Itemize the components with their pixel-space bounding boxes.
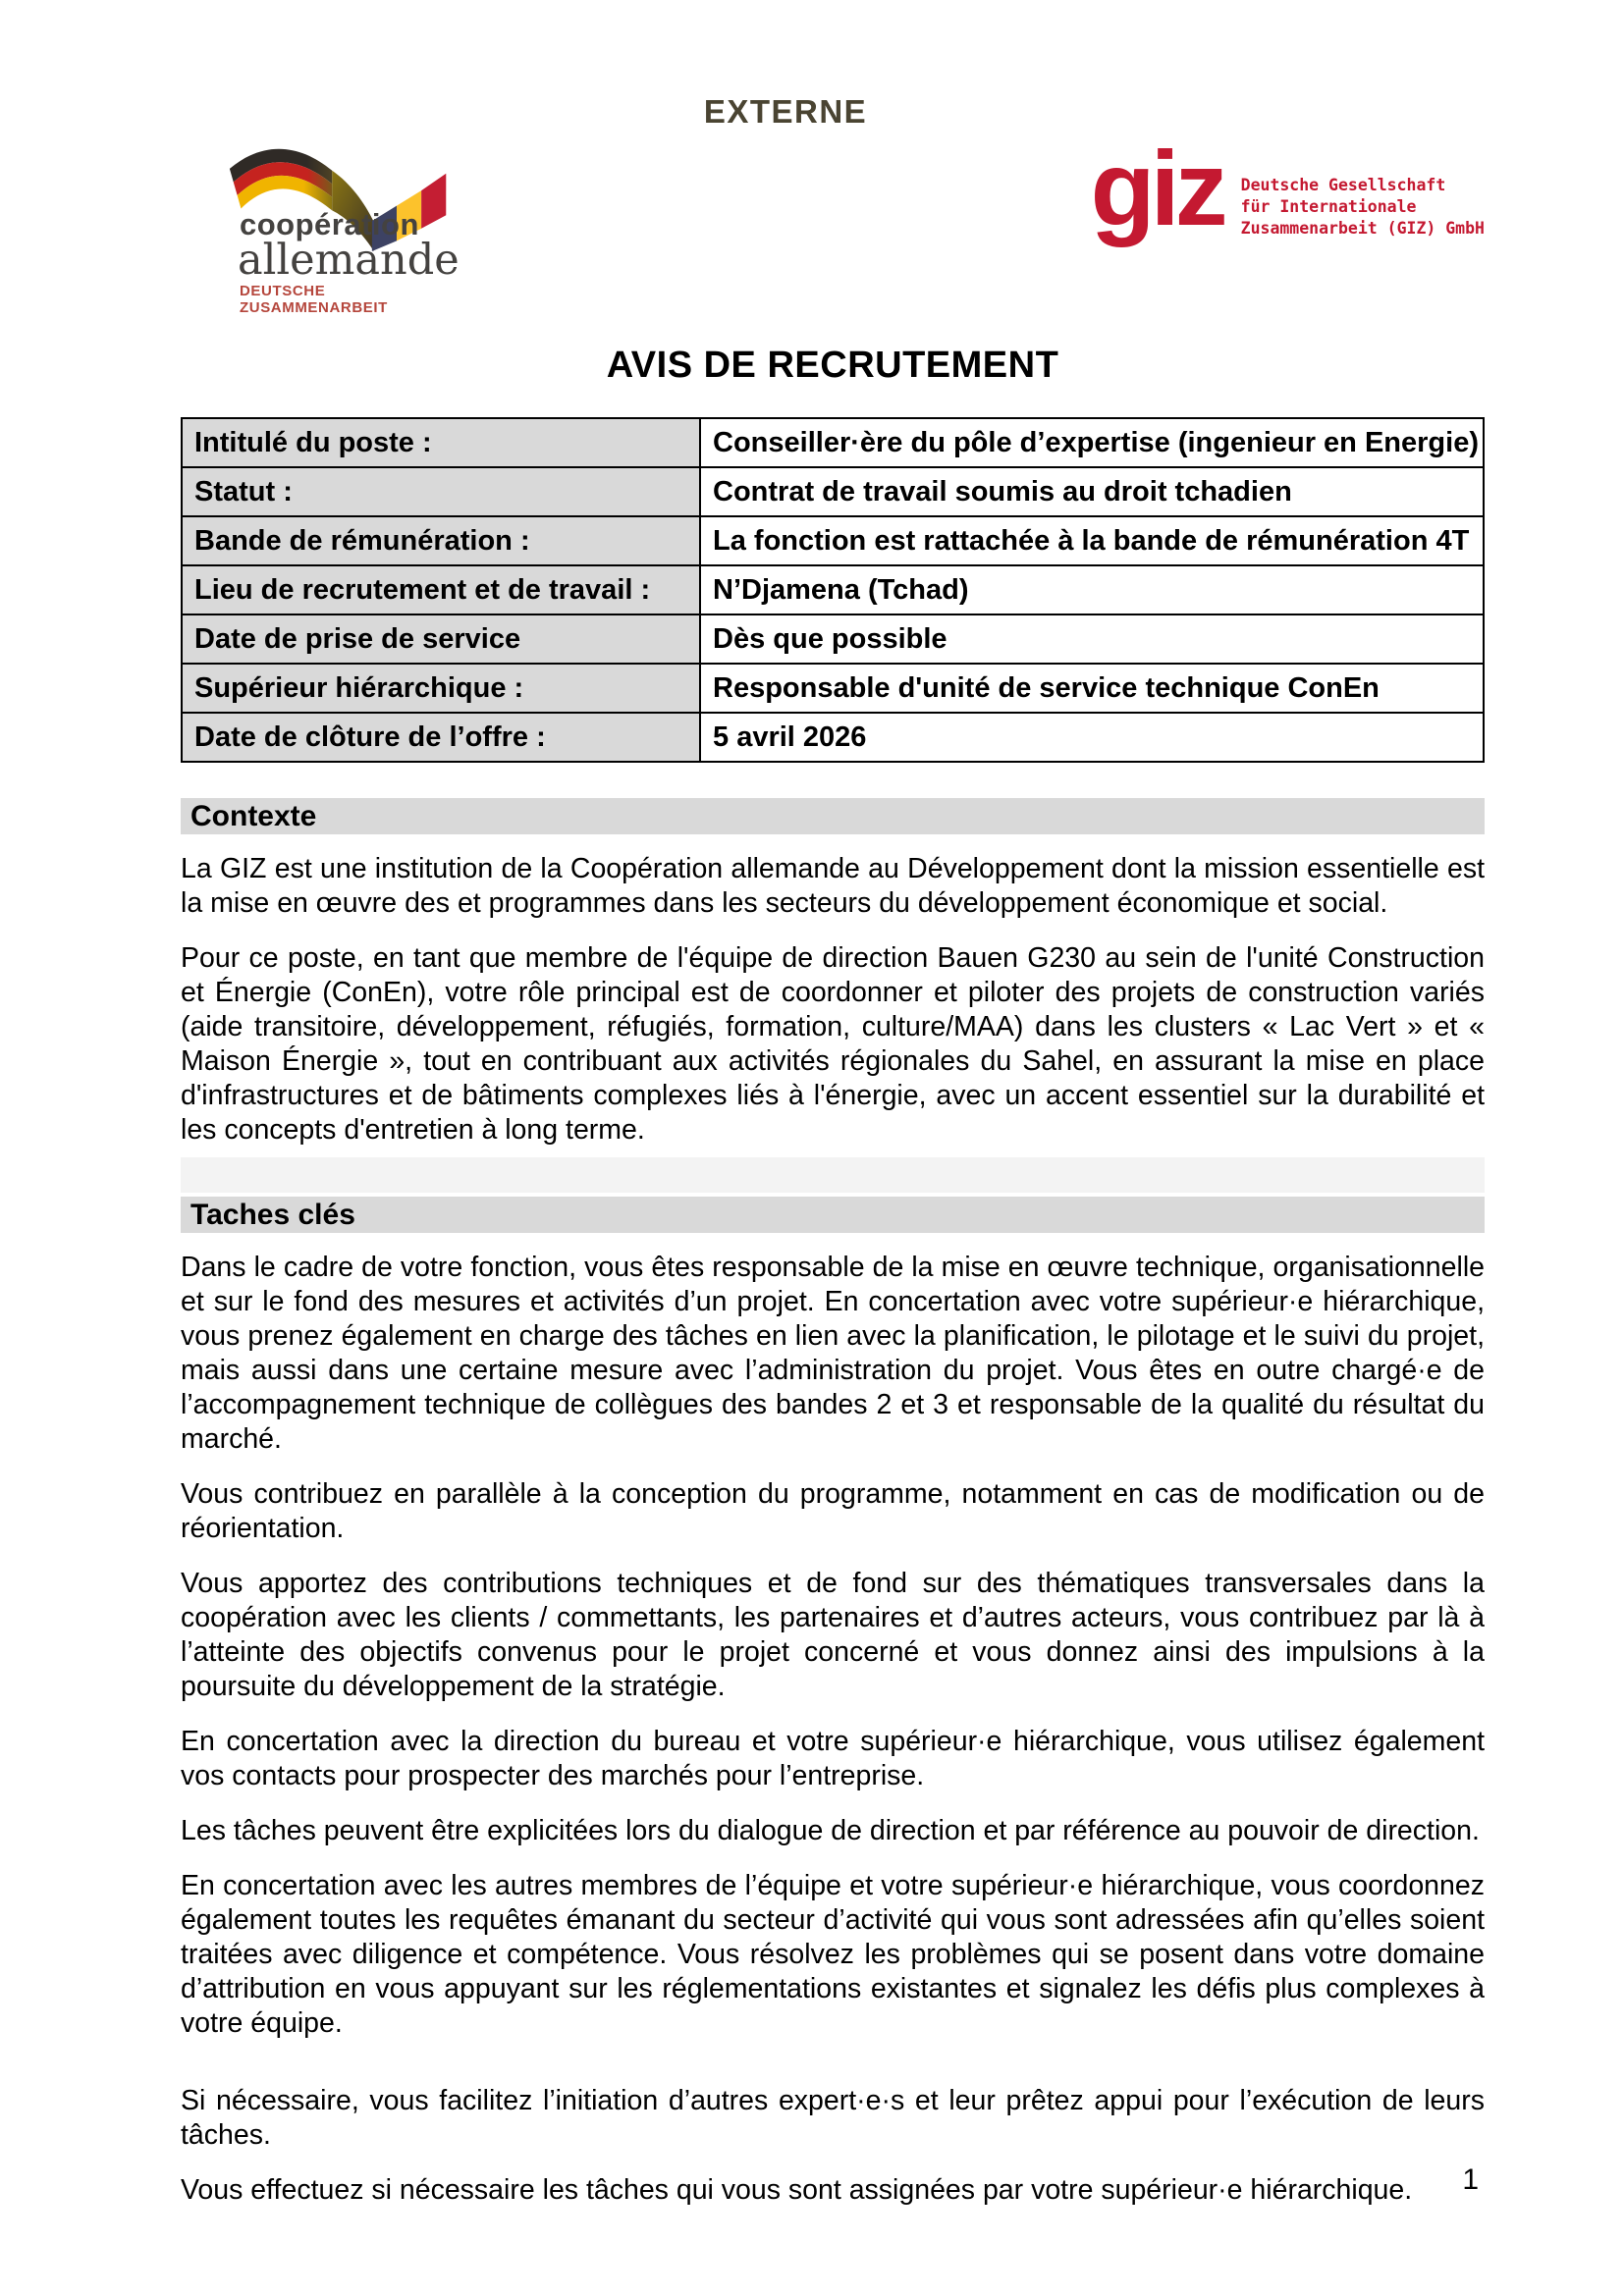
paragraph: En concertation avec la direction du bureau et votre supérieur·e hiérarchique, vous utilisez également vos contacts pour prospecter des marchés pour l’entreprise. bbox=[181, 1726, 1485, 1791]
paragraph: La GIZ est une institution de la Coopération allemande au Développement dont la mission essentielle est la mise en œuvre des et programmes dans les secteurs du développement économique et social. bbox=[181, 853, 1485, 919]
giz-claim-line: Deutsche Gesellschaft bbox=[1240, 176, 1446, 194]
row-label: Lieu de recrutement et de travail : bbox=[182, 565, 700, 614]
giz-wordmark: giz bbox=[1090, 129, 1223, 247]
german-flag-stripes bbox=[230, 149, 332, 211]
cooperation-allemande-logo bbox=[226, 136, 466, 316]
deutsche-zusammenarbeit-text: DEUTSCHE ZUSAMMENARBEIT bbox=[240, 283, 388, 316]
page-title: AVIS DE RECRUTEMENT bbox=[606, 345, 1059, 386]
giz-claim-line: für Internationale bbox=[1240, 197, 1417, 216]
row-label: Date de prise de service bbox=[182, 614, 700, 664]
row-value: 5 avril 2026 bbox=[700, 713, 1484, 762]
table-row bbox=[182, 565, 1484, 614]
row-label: Intitulé du poste : bbox=[182, 418, 700, 467]
row-label: Date de clôture de l’offre : bbox=[182, 713, 700, 762]
paragraph: Vous contribuez en parallèle à la conception du programme, notamment en cas de modification ou de réorientation. bbox=[181, 1478, 1485, 1544]
table-row bbox=[182, 418, 1484, 467]
spacer-box bbox=[181, 1157, 1485, 1193]
page-number: 1 bbox=[1462, 2163, 1479, 2196]
row-value: Conseiller·ère du pôle d’expertise (ingenieur en Energie) bbox=[700, 418, 1484, 467]
paragraph: Vous effectuez si nécessaire les tâches qui vous sont assignées par votre supérieur·e hiérarchique. bbox=[181, 2174, 1413, 2206]
paragraph: Si nécessaire, vous facilitez l’initiation d’autres expert·e·s et leur prêtez appui pour l’exécution de leurs tâches. bbox=[181, 2085, 1485, 2151]
row-value: Dès que possible bbox=[700, 614, 1484, 664]
paragraph: Pour ce poste, en tant que membre de l'équipe de direction Bauen G230 au sein de l'unité Construction et Énergie (ConEn), votre rôle principal est de coordonner et piloter des projets de construction variés (aide transitoire, développement, réfugiés, formation, culture/MAA) dans les clusters « Lac Vert » et « Maison Énergie », tout en contribuant aux activités régionales du Sahel, en assurant la mise en place d'infrastructures et de bâtiments complexes liés à l'énergie, avec un accent essentiel sur la durabilité et les concepts d'entretien à long terme. bbox=[181, 942, 1485, 1146]
section-heading-contexte: Contexte bbox=[181, 798, 1485, 834]
row-value: N’Djamena (Tchad) bbox=[700, 565, 1484, 614]
row-label: Statut : bbox=[182, 467, 700, 516]
row-value: Responsable d'unité de service technique ConEn bbox=[700, 664, 1484, 713]
logos-row bbox=[181, 129, 1485, 316]
row-label: Supérieur hiérarchique : bbox=[182, 664, 700, 713]
allemande-logo-text: allemande bbox=[238, 236, 460, 285]
job-info-table bbox=[181, 417, 1485, 763]
cooperation-logo-text: coopération bbox=[240, 207, 419, 241]
giz-logo bbox=[1090, 129, 1485, 247]
giz-claim-text bbox=[1241, 175, 1485, 240]
document-classification: EXTERNE bbox=[703, 93, 868, 130]
paragraph: Les tâches peuvent être explicitées lors du dialogue de direction et par référence au pouvoir de direction. bbox=[181, 1815, 1480, 1846]
paragraph: En concertation avec les autres membres de l’équipe et votre supérieur·e hiérarchique, vous coordonnez également toutes les requêtes émanant du secteur d’activité qui vous sont adressées afin qu’elles soient traitées avec diligence et compétence. Vous résolvez les problèmes qui se posent dans votre domaine d’attribution en vous appuyant sur les réglementations existantes et signalez les défis plus complexes à votre équipe. bbox=[181, 1870, 1485, 2039]
row-value: Contrat de travail soumis au droit tchadien bbox=[700, 467, 1484, 516]
row-value: La fonction est rattachée à la bande de rémunération 4T bbox=[700, 516, 1484, 565]
giz-claim-line: Zusammenarbeit (GIZ) GmbH bbox=[1240, 219, 1485, 238]
paragraph: Dans le cadre de votre fonction, vous êtes responsable de la mise en œuvre technique, organisationnelle et sur le fond des mesures et activités d’un projet. En concertation avec votre supérieur·e hiérarchique, vous prenez également en charge des tâches en lien avec la planification, le pilotage et le suivi du projet, mais aussi dans une certaine mesure avec l’administration du projet. Vous êtes en outre chargé·e de l’accompagnement technique de collègues des bandes 2 et 3 et responsable de la qualité du résultat du marché. bbox=[181, 1252, 1485, 1455]
table-row bbox=[182, 614, 1484, 664]
table-row bbox=[182, 467, 1484, 516]
section-heading-taches-cles: Taches clés bbox=[181, 1197, 1485, 1233]
paragraph: Vous apportez des contributions techniques et de fond sur des thématiques transversales dans la coopération avec les clients / commettants, les partenaires et d’autres acteurs, vous contribuez par là à l’atteinte des objectifs convenus pour le projet concerné et vous donnez ainsi des impulsions à la poursuite du développement de la stratégie. bbox=[181, 1568, 1485, 1702]
row-label: Bande de rémunération : bbox=[182, 516, 700, 565]
table-row bbox=[182, 516, 1484, 565]
table-row bbox=[182, 664, 1484, 713]
table-row bbox=[182, 713, 1484, 762]
